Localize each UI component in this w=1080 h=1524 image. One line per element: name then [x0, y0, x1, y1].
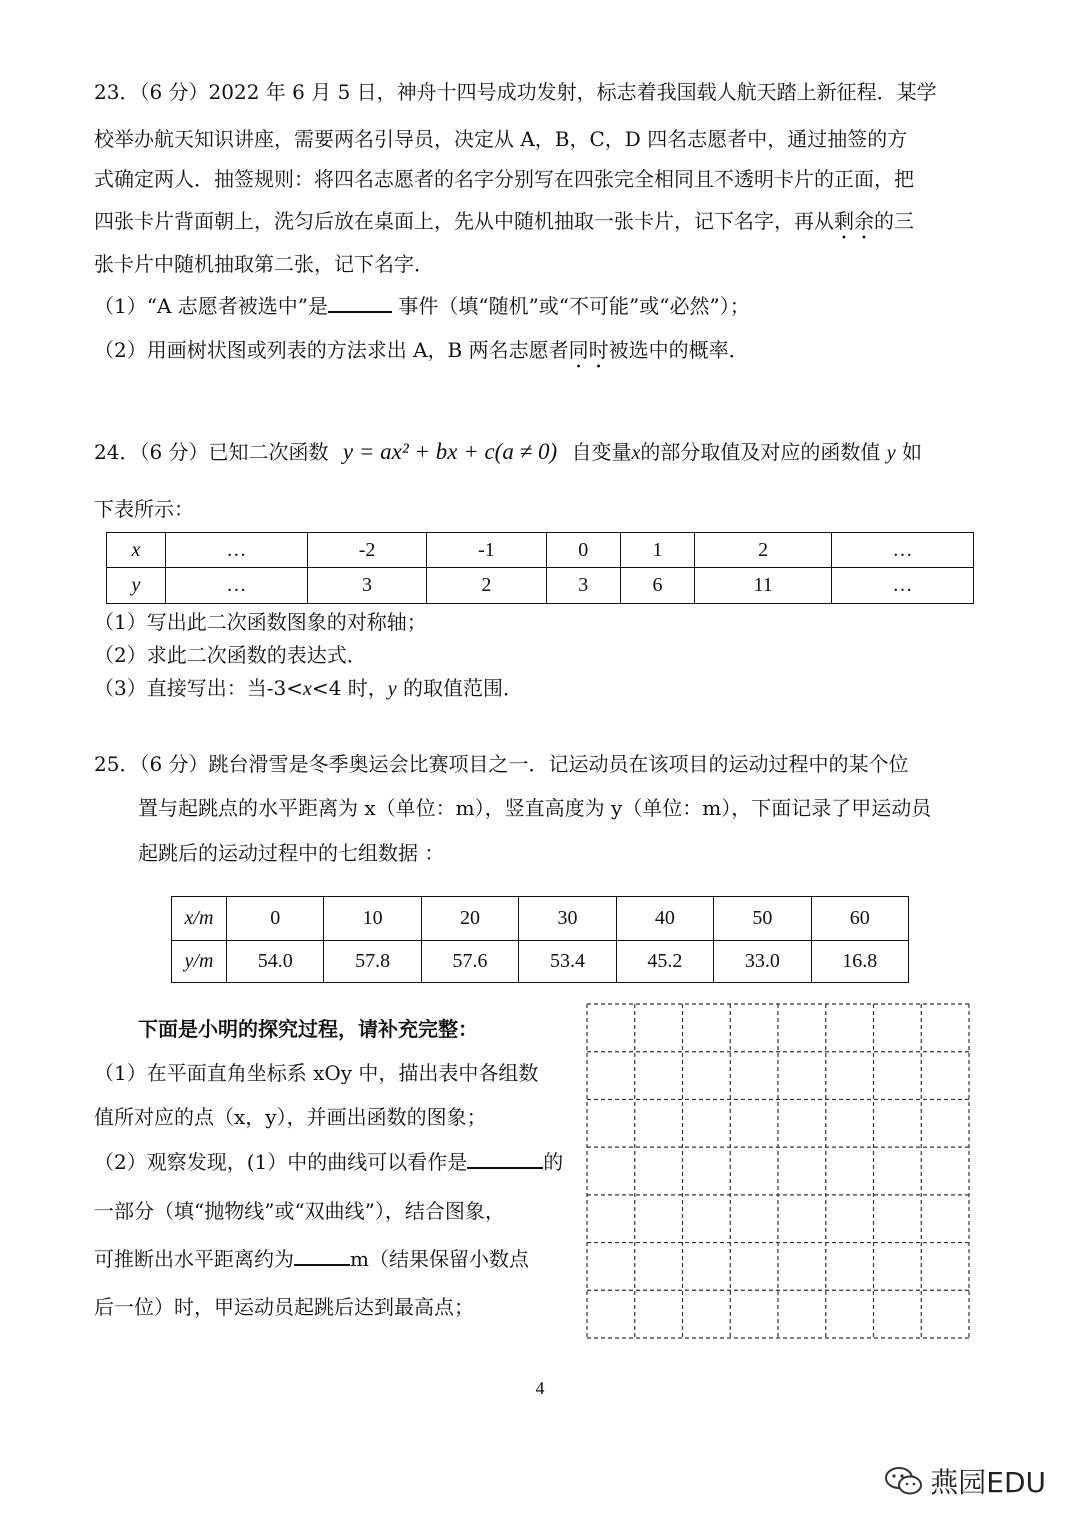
q25-line-3: 起跳后的运动过程中的七组数据 ： — [138, 841, 445, 865]
q24-line-1 — [94, 439, 922, 466]
table-cell: 3 — [546, 568, 620, 604]
table-cell: 30 — [519, 897, 616, 941]
wechat-icon — [884, 1465, 924, 1497]
table-cell: 3 — [307, 568, 426, 604]
q23-sub-1-text: （1）“A 志愿者被选中”是 — [94, 294, 328, 318]
q25-line-1: 25．（6 分）跳台滑雪是冬季奥运会比赛项目之一．记运动员在该项目的运动过程中的某个位 — [94, 752, 909, 776]
q23-line-4-text: 四张卡片背面朝上，洗匀后放在桌面上，先从中随机抽取一张卡片，记下名字，再从 — [94, 209, 834, 233]
page-number: 4 — [535, 1378, 545, 1398]
table-cell: … — [166, 568, 308, 604]
q23-line-3: 式确定两人．抽签规则：将四名志愿者的名字分别写在四张完全相同且不透明卡片的正面，把 — [94, 167, 914, 191]
q25-sub-2-text: （2）观察发现，(1）中的曲线可以看作是 — [94, 1150, 468, 1174]
q25-sub-2-line-2: 一部分（填“抛物线”或“双曲线”），结合图象， — [94, 1199, 505, 1223]
table-row — [172, 941, 909, 983]
plotting-grid[interactable] — [586, 1003, 970, 1339]
q23-sub-2 — [94, 337, 749, 373]
q23-sub-2-tail: 被选中的概率． — [608, 338, 749, 362]
q24-prefix: 24．（6 分）已知二次函数 — [94, 440, 329, 464]
table-cell: 0 — [546, 533, 620, 568]
q24-table — [106, 532, 974, 604]
q23-line-4-tail: 的三 — [874, 209, 914, 233]
q25-sub-2-line-3-tail: m（结果保留小数点 — [350, 1247, 529, 1271]
q23-emphasis-simultaneous: 同时 — [568, 338, 609, 362]
q25-intro: 下面是小明的探究过程，请补充完整： — [138, 1017, 478, 1041]
table-cell: 50 — [714, 897, 811, 941]
table-row — [107, 568, 974, 604]
table-row — [172, 897, 909, 941]
table-cell: 6 — [620, 568, 694, 604]
watermark — [884, 1461, 1046, 1501]
table-row — [107, 533, 974, 568]
q25-sub-1-line-2: 值所对应的点（x，y），并画出函数的图象； — [94, 1105, 487, 1129]
q24-row-label-x: x — [107, 533, 166, 568]
answer-blank[interactable] — [467, 1149, 543, 1169]
q25-sub-2-line-3 — [94, 1246, 529, 1272]
q25-sub-1-line-1: （1）在平面直角坐标系 xOy 中，描出表中各组数 — [94, 1061, 539, 1085]
table-cell: 20 — [421, 897, 518, 941]
table-cell: 40 — [616, 897, 713, 941]
q23-sub-1 — [94, 293, 750, 319]
q24-sub-3-tail: 的取值范围． — [396, 676, 523, 700]
table-cell: … — [832, 568, 974, 604]
table-cell: 33.0 — [714, 941, 811, 983]
q23-emphasis-remaining: 剩余 — [834, 209, 874, 233]
q23-line-2: 校举办航天知识讲座，需要两名引导员，决定从 A，B，C，D 四名志愿者中，通过抽签的方 — [94, 127, 908, 151]
table-cell: 2 — [427, 568, 546, 604]
table-cell: 54.0 — [227, 941, 324, 983]
table-cell: 53.4 — [519, 941, 616, 983]
table-cell: 57.6 — [421, 941, 518, 983]
table-cell: … — [832, 533, 974, 568]
q24-line-2: 下表所示： — [94, 497, 194, 521]
q24-row-label-y: y — [107, 568, 166, 604]
q25-row-label-x: x/m — [172, 897, 227, 941]
q24-text-b: 的部分取值及对应的函数值 — [640, 440, 881, 464]
q24-var-x: x — [631, 442, 641, 464]
q24-sub-3-var-y: y — [387, 678, 397, 700]
q24-text-c: 如 — [901, 440, 922, 464]
table-cell: 16.8 — [811, 941, 908, 983]
q24-formula: y = ax² + bx + c(a ≠ 0) — [342, 439, 558, 464]
table-cell: 2 — [695, 533, 832, 568]
answer-blank[interactable] — [294, 1246, 350, 1266]
answer-blank[interactable] — [328, 293, 392, 313]
q25-sub-2-line-4: 后一位）时，甲运动员起跳后达到最高点； — [94, 1295, 474, 1319]
q25-sub-2-tail: 的 — [543, 1150, 564, 1174]
table-cell: -2 — [307, 533, 426, 568]
q23-sub-2-text: （2）用画树状图或列表的方法求出 A，B 两名志愿者 — [94, 338, 569, 362]
table-cell: 0 — [227, 897, 324, 941]
q25-line-2: 置与起跳点的水平距离为 x（单位：m），竖直高度为 y（单位：m），下面记录了甲运动员 — [138, 796, 932, 820]
q25-sub-2-line-3-text: 可推断出水平距离约为 — [94, 1247, 294, 1271]
q24-sub-3 — [94, 675, 523, 702]
q23-line-4 — [94, 208, 914, 244]
q23-line-1: 23．（6 分）2022 年 6 月 5 日，神舟十四号成功发射，标志着我国载人航天踏上新征程．某学 — [94, 80, 937, 104]
table-cell: 60 — [811, 897, 908, 941]
q23-sub-1-tail: 事件（填“随机”或“不可能”或“必然”）； — [391, 294, 750, 318]
table-cell: 45.2 — [616, 941, 713, 983]
q24-sub-3-text: （3）直接写出：当-3< — [94, 676, 303, 700]
watermark-text: 燕园EDU — [930, 1466, 1046, 1499]
table-cell: 11 — [695, 568, 832, 604]
table-cell: 1 — [620, 533, 694, 568]
q23-line-5: 张卡片中随机抽取第二张，记下名字． — [94, 252, 434, 276]
q25-row-label-y: y/m — [172, 941, 227, 983]
q24-sub-3-var-x: x — [302, 678, 312, 700]
table-cell: 57.8 — [324, 941, 421, 983]
table-cell: -1 — [427, 533, 546, 568]
table-cell: … — [166, 533, 308, 568]
q24-sub-1: （1）写出此二次函数图象的对称轴； — [94, 610, 427, 634]
table-cell: 10 — [324, 897, 421, 941]
q24-sub-3-mid: <4 时， — [311, 676, 388, 700]
q25-sub-2-line-1 — [94, 1149, 563, 1175]
q24-var-y: y — [886, 442, 896, 464]
q25-table — [171, 896, 909, 983]
q24-sub-2: （2）求此二次函数的表达式． — [94, 643, 367, 667]
q24-text-a: 自变量 — [571, 440, 632, 464]
